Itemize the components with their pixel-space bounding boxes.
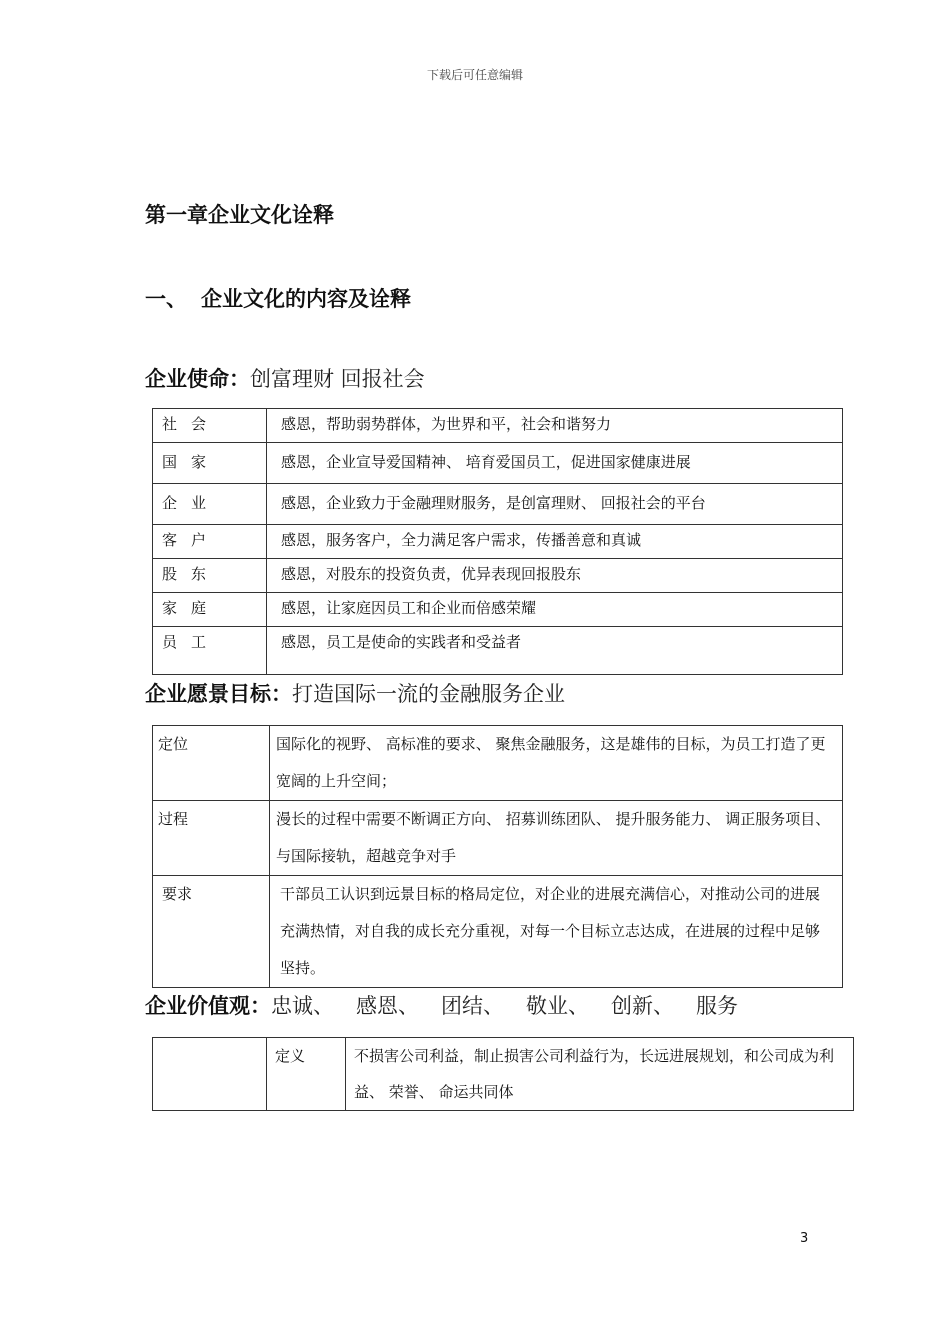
- chapter-title: 第一章企业文化诠释: [145, 203, 334, 227]
- table-row: [153, 801, 843, 876]
- value-item: 敬业、: [526, 994, 589, 1018]
- header-note: 下载后可任意编辑: [426, 68, 523, 82]
- table-row: [153, 593, 843, 627]
- section-heading: [145, 283, 411, 313]
- values-definition-text: 不损害公司利益，制止损害公司利益行为，长远进展规划，和公司成为利益、 荣誉、 命运共同体: [346, 1038, 854, 1111]
- row-key: 企业: [153, 484, 267, 525]
- mission-table: [152, 408, 843, 675]
- row-key: 家庭: [153, 593, 267, 627]
- values-list: [271, 994, 738, 1018]
- value-item: 创新、: [611, 994, 674, 1018]
- vision-label: 企业愿景目标：: [145, 682, 292, 706]
- row-key: 客户: [153, 525, 267, 559]
- row-text: 感恩，企业致力于金融理财服务，是创富理财、 回报社会的平台: [267, 484, 843, 525]
- mission-value: 创富理财 回报社会: [250, 367, 425, 391]
- value-item: 感恩、: [356, 994, 419, 1018]
- vision-table: [152, 725, 843, 988]
- row-text: 感恩，员工是使命的实践者和受益者: [267, 627, 843, 675]
- row-text: 感恩，让家庭因员工和企业而倍感荣耀: [267, 593, 843, 627]
- mission-heading: [145, 363, 425, 393]
- value-item: 团结、: [441, 994, 504, 1018]
- values-empty-cell: [153, 1038, 267, 1111]
- table-row: [153, 525, 843, 559]
- table-row: [153, 726, 843, 801]
- row-key: 社会: [153, 409, 267, 443]
- row-key: 股东: [153, 559, 267, 593]
- vision-heading: [145, 678, 565, 708]
- section-number: 一、: [145, 287, 187, 311]
- values-heading: [145, 990, 738, 1020]
- row-text: 感恩，帮助弱势群体，为世界和平，社会和谐努力: [267, 409, 843, 443]
- row-key: 国家: [153, 443, 267, 484]
- row-key: 要求: [153, 876, 270, 988]
- table-row: [153, 627, 843, 675]
- row-text: 感恩，服务客户，全力满足客户需求，传播善意和真诚: [267, 525, 843, 559]
- table-row: [153, 443, 843, 484]
- mission-label: 企业使命：: [145, 367, 250, 391]
- value-item: 服务: [696, 994, 738, 1018]
- row-text: 感恩，企业宣导爱国精神、 培育爱国员工，促进国家健康进展: [267, 443, 843, 484]
- table-row: [153, 559, 843, 593]
- vision-value: 打造国际一流的金融服务企业: [292, 682, 565, 706]
- table-row: [153, 484, 843, 525]
- table-row: [153, 876, 843, 988]
- values-table: [152, 1037, 854, 1111]
- row-text: 国际化的视野、 高标准的要求、 聚焦金融服务，这是雄伟的目标，为员工打造了更宽阔的上升空间；: [270, 726, 843, 801]
- values-definition-label: 定义: [267, 1038, 346, 1111]
- table-row: [153, 409, 843, 443]
- section-title: 企业文化的内容及诠释: [201, 287, 411, 311]
- row-text: 感恩，对股东的投资负责，优异表现回报股东: [267, 559, 843, 593]
- row-text: 漫长的过程中需要不断调正方向、 招募训练团队、 提升服务能力、 调正服务项目、 与国际接轨，超越竞争对手: [270, 801, 843, 876]
- row-key: 过程: [153, 801, 270, 876]
- row-key: 定位: [153, 726, 270, 801]
- table-row: [153, 1038, 854, 1111]
- values-label: 企业价值观：: [145, 994, 271, 1018]
- row-key: 员工: [153, 627, 267, 675]
- row-text: 干部员工认识到远景目标的格局定位，对企业的进展充满信心，对推动公司的进展充满热情，对自我的成长充分重视，对每一个目标立志达成，在进展的过程中足够坚持。: [270, 876, 843, 988]
- page-number: 3: [800, 1231, 809, 1246]
- value-item: 忠诚、: [271, 994, 334, 1018]
